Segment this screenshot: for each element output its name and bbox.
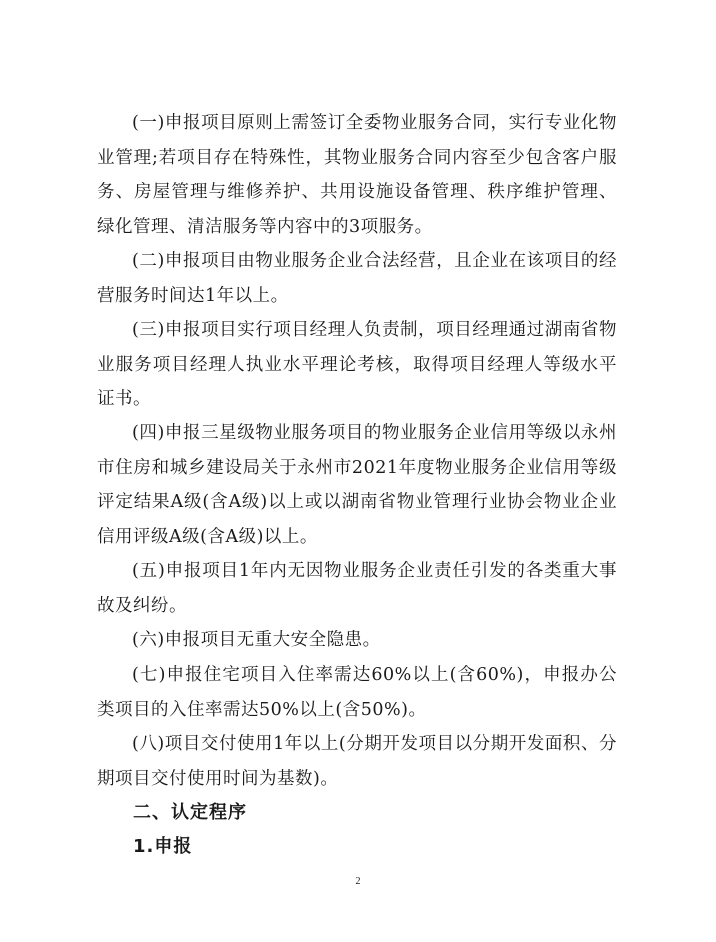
paragraph-8: (八)项目交付使用1年以上(分期开发项目以分期开发面积、分期项目交付使用时间为基数)。: [97, 734, 617, 789]
paragraph-4: (四)申报三星级物业服务项目的物业服务企业信用等级以永州市住房和城乡建设局关于永州市2021年度物业服务企业信用等级评定结果A级(含A级)以上或以湖南省物业管理行业协会物业企业信用评级A级(含A级)以上。: [97, 423, 617, 547]
paragraph-3: (三)申报项目实行项目经理人负责制，项目经理通过湖南省物业服务项目经理人执业水平理论考核，取得项目经理人等级水平证书。: [97, 320, 617, 409]
page-number: 2: [355, 876, 361, 887]
subheading: 1.申报: [133, 836, 193, 857]
paragraph-5: (五)申报项目1年内无因物业服务企业责任引发的各类重大事故及纠纷。: [97, 561, 617, 616]
paragraph-7: (七)申报住宅项目入住率需达60%以上(含60%)，申报办公类项目的入住率需达50%以上(含50%)。: [97, 665, 617, 720]
paragraph-1: (一)申报项目原则上需签订全委物业服务合同，实行专业化物业管理;若项目存在特殊性，其物业服务合同内容至少包含客户服务、房屋管理与维修养护、共用设施设备管理、秩序维护管理、绿化管理、清洁服务等内容中的3项服务。: [97, 113, 617, 237]
section-heading: 二、认定程序: [133, 802, 247, 823]
paragraph-2: (二)申报项目由物业服务企业合法经营，且企业在该项目的经营服务时间达1年以上。: [97, 251, 617, 306]
paragraph-6: (六)申报项目无重大安全隐患。: [132, 630, 381, 650]
